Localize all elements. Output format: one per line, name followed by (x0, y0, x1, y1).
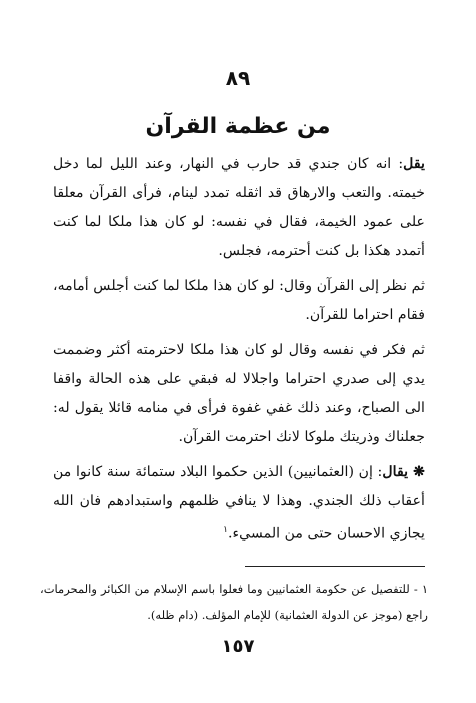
page-number: ١٥٧ (221, 636, 255, 657)
paragraph-text: : انه كان جندي قد حارب في النهار، وعند الليل لما دخل خيمته. والتعب والارهاق قد اثقله تمدد لينام، فرأى القرآن معلقا على عمود الخيمة، فقال في نفسه: لو كان هذا ملكا لما كنت أتمدد هكذا بل كنت أحترمه، فجلس. (53, 156, 425, 259)
paragraph-text: ثم فكر في نفسه وقال لو كان هذا ملكا لاحترمته أكثر وضممت يدي إلى صدري احتراما واجلالا له فبقي على هذه الحالة واقفا الى الصباح، وعند ذلك غفي غفوة فرأى في منامه قائلا يقول له: جعلناك وذريتك ملوكا لانك احترمت القرآن. (53, 342, 425, 445)
page-title: من عظمة القرآن (145, 114, 331, 139)
paragraph-1 (53, 150, 425, 266)
footnote-divider (245, 566, 425, 567)
paragraph-text: ثم نظر إلى القرآن وقال: لو كان هذا ملكا لما كنت أجلس أمامه، فقام احتراما للقرآن. (53, 278, 425, 323)
paragraph-lead: يقل (403, 156, 425, 172)
paragraph-lead: ❋ يقال (382, 464, 425, 480)
body-text (53, 150, 425, 555)
paragraph-3 (53, 336, 425, 452)
footnote-reference: ١ (223, 525, 228, 535)
paragraph-2 (53, 272, 425, 330)
paragraph-4 (53, 458, 425, 549)
section-number: ٨٩ (225, 66, 251, 90)
paragraph-text: : إن (العثمانيين) الذين حكموا البلاد ستمائة سنة كانوا من أعقاب ذلك الجندي. وهذا لا ينافي ظلمهم واستبدادهم فان الله يجازي الاحسان حتى من المسيء. (53, 464, 425, 542)
footnote: ١ - للتفصيل عن حكومة العثمانيين وما فعلوا باسم الإسلام من الكبائر والمحرمات، راجع (موجز عن الدولة العثمانية) للإمام المؤلف. (دام ظله). (40, 582, 428, 622)
